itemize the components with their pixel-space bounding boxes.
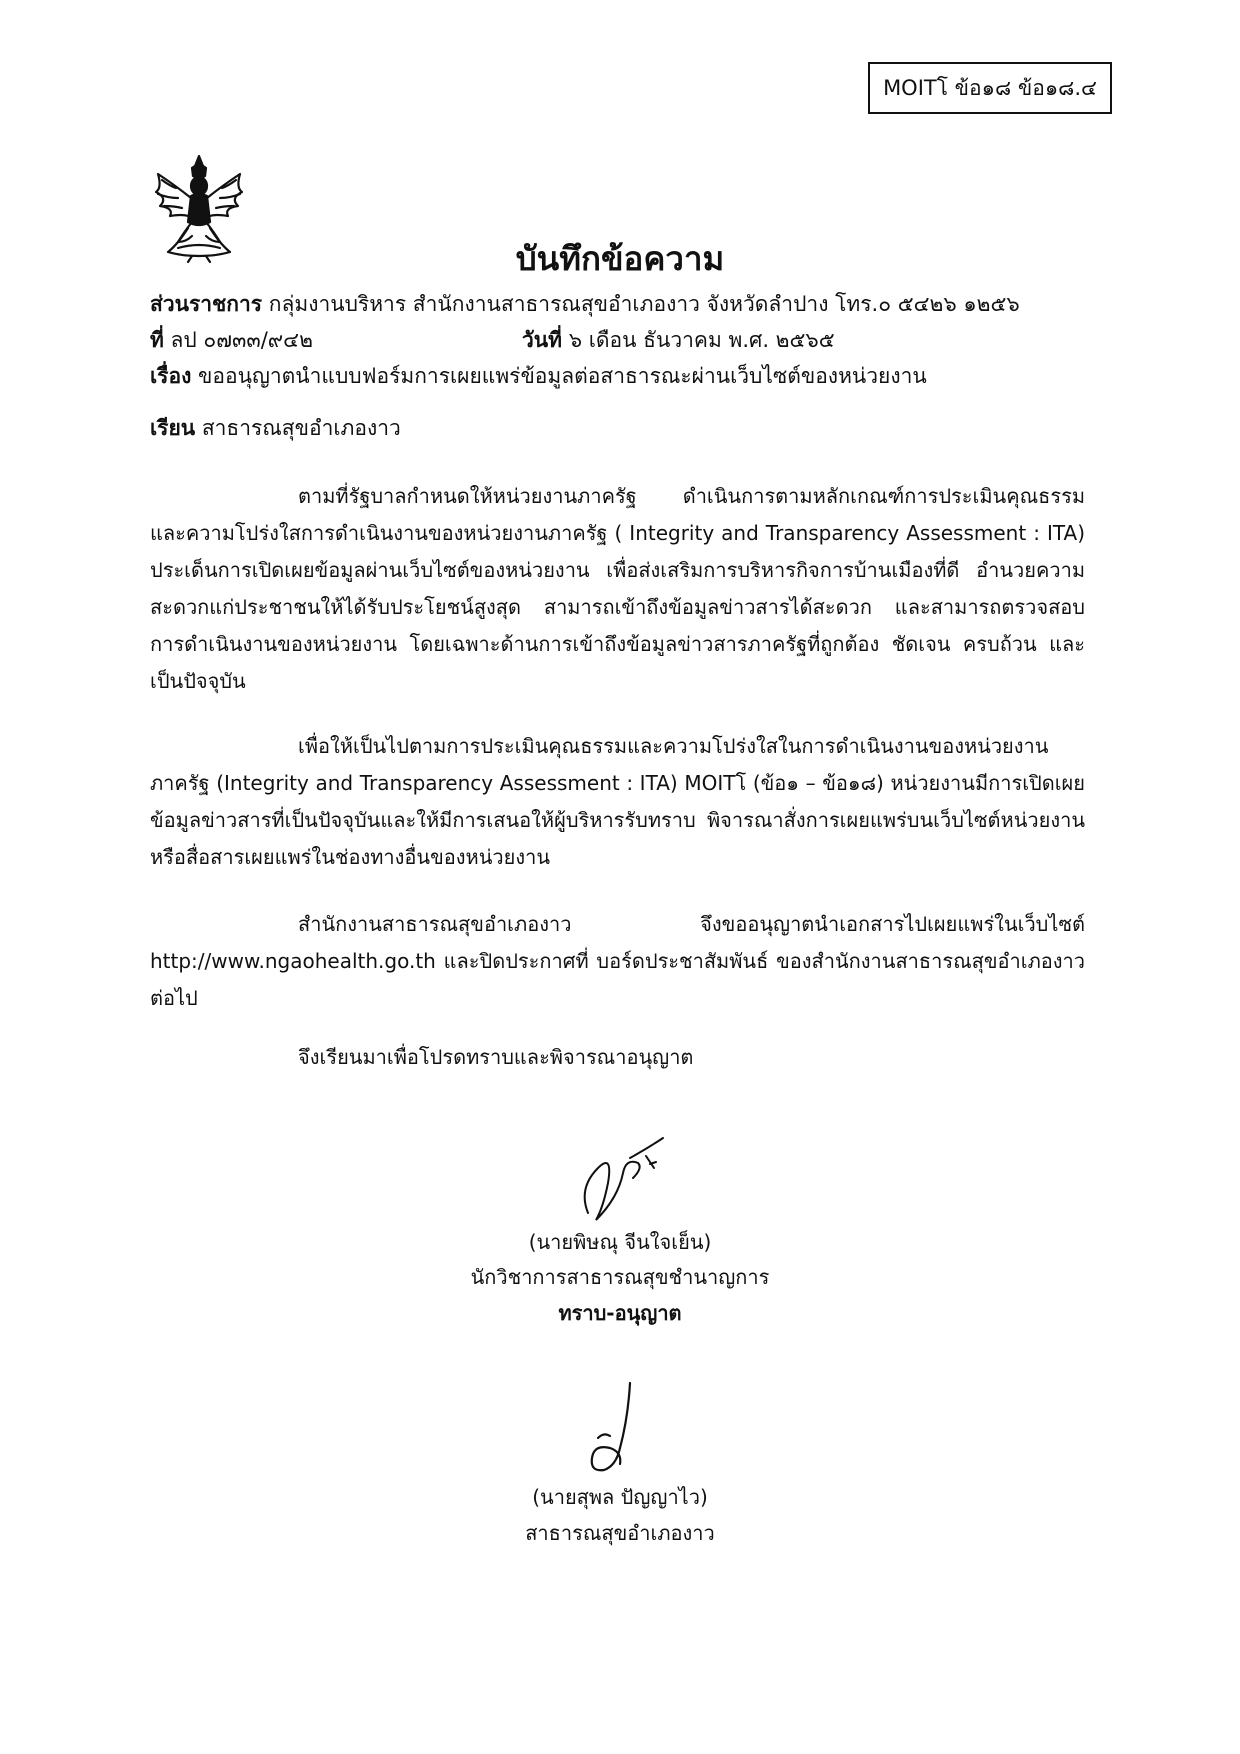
body-paragraph-1 [150, 478, 1085, 700]
subject-line [150, 360, 927, 392]
addressee-line [150, 412, 401, 444]
approval-text: ทราบ-อนุญาต [558, 1301, 682, 1325]
body-paragraph-3 [150, 906, 1085, 1017]
signature-1-icon [568, 1128, 678, 1228]
date-line [522, 324, 835, 356]
date-value: ๖ เดือน ธันวาคม พ.ศ. ๒๕๖๕ [568, 328, 835, 352]
subject-label: เรื่อง [150, 364, 192, 388]
paragraph-2-text: เพื่อให้เป็นไปตามการประเมินคุณธรรมและความโปร่งใสในการดำเนินงานของหน่วยงานภาครัฐ (Integrity and Transparency Assessment : ITA) MOITโ (ข้อ๑ – ข้อ๑๘) หน่วยงานมีการเปิดเผยข้อมูลข่าวสารที่เป็นปัจจุบันและให้มีการเสนอให้ผู้บริหารรับทราบ พิจารณาสั่งการเผยแพร่บนเว็บไซต์หน่วยงานหรือสื่อสารเผยแพร่ในช่องทางอื่นของหน่วยงาน [150, 734, 1085, 869]
paragraph-3-text: สำนักงานสาธารณสุขอำเภองาว จึงขออนุญาตนำเอกสารไปเผยแพร่ในเว็บไซต์ http://www.ngaohealth.go.th และปิดประกาศที่ บอร์ดประชาสัมพันธ์ ของสำนักงานสาธารณสุขอำเภองาว ต่อไป [150, 912, 1085, 1010]
body-paragraph-2 [150, 728, 1085, 876]
agency-label: ส่วนราชการ [150, 292, 263, 316]
closing-sentence: จึงเรียนมาเพื่อโปรดทราบและพิจารณาอนุญาต [298, 1045, 694, 1069]
agency-line [150, 288, 1020, 320]
reference-value: ลป ๐๗๓๓/๙๔๒ [170, 328, 313, 352]
date-label: วันที่ [522, 328, 562, 352]
paragraph-1-text: ตามที่รัฐบาลกำหนดให้หน่วยงานภาครัฐ ดำเนินการตามหลักเกณฑ์การประเมินคุณธรรม และความโปร่งใสการดำเนินงานของหน่วยงานภาครัฐ ( Integrity and Transparency Assessment : ITA) ประเด็นการเปิดเผยข้อมูลผ่านเว็บไซต์ของหน่วยงาน เพื่อส่งเสริมการบริหารกิจการบ้านเมืองที่ดี อำนวยความสะดวกแก่ประชาชนให้ได้รับประโยชน์สูงสุด สามารถเข้าถึงข้อมูลข่าวสารได้สะดวก และสามารถตรวจสอบการดำเนินงานของหน่วยงาน โดยเฉพาะด้านการเข้าถึงข้อมูลข่าวสารภาครัฐที่ถูกต้อง ชัดเจน ครบถ้วน และเป็นปัจจุบัน [150, 484, 1085, 693]
signer-1-position: นักวิชาการสาธารณสุขชำนาญการ [470, 1265, 770, 1289]
subject-value: ขออนุญาตนำแบบฟอร์มการเผยแพร่ข้อมูลต่อสาธารณะผ่านเว็บไซต์ของหน่วยงาน [198, 364, 927, 388]
reference-line [150, 324, 313, 356]
signature-2-icon [580, 1378, 650, 1478]
document-code-box: MOITโ ข้อ๑๘ ข้อ๑๘.๔ [868, 62, 1112, 114]
signer-2-name: (นายสุพล ปัญญาไว) [532, 1485, 708, 1509]
addressee-label: เรียน [150, 416, 196, 440]
addressee-value: สาธารณสุขอำเภองาว [201, 416, 401, 440]
signer-1-name: (นายพิษณุ จีนใจเย็น) [528, 1230, 712, 1254]
signer-2-position: สาธารณสุขอำเภองาว [525, 1521, 715, 1545]
memo-title: บันทึกข้อความ [515, 239, 725, 278]
reference-label: ที่ [150, 328, 164, 352]
agency-value: กลุ่มงานบริหาร สำนักงานสาธารณสุขอำเภองาว จังหวัดลำปาง โทร.๐ ๕๔๒๖ ๑๒๕๖ [268, 292, 1020, 316]
